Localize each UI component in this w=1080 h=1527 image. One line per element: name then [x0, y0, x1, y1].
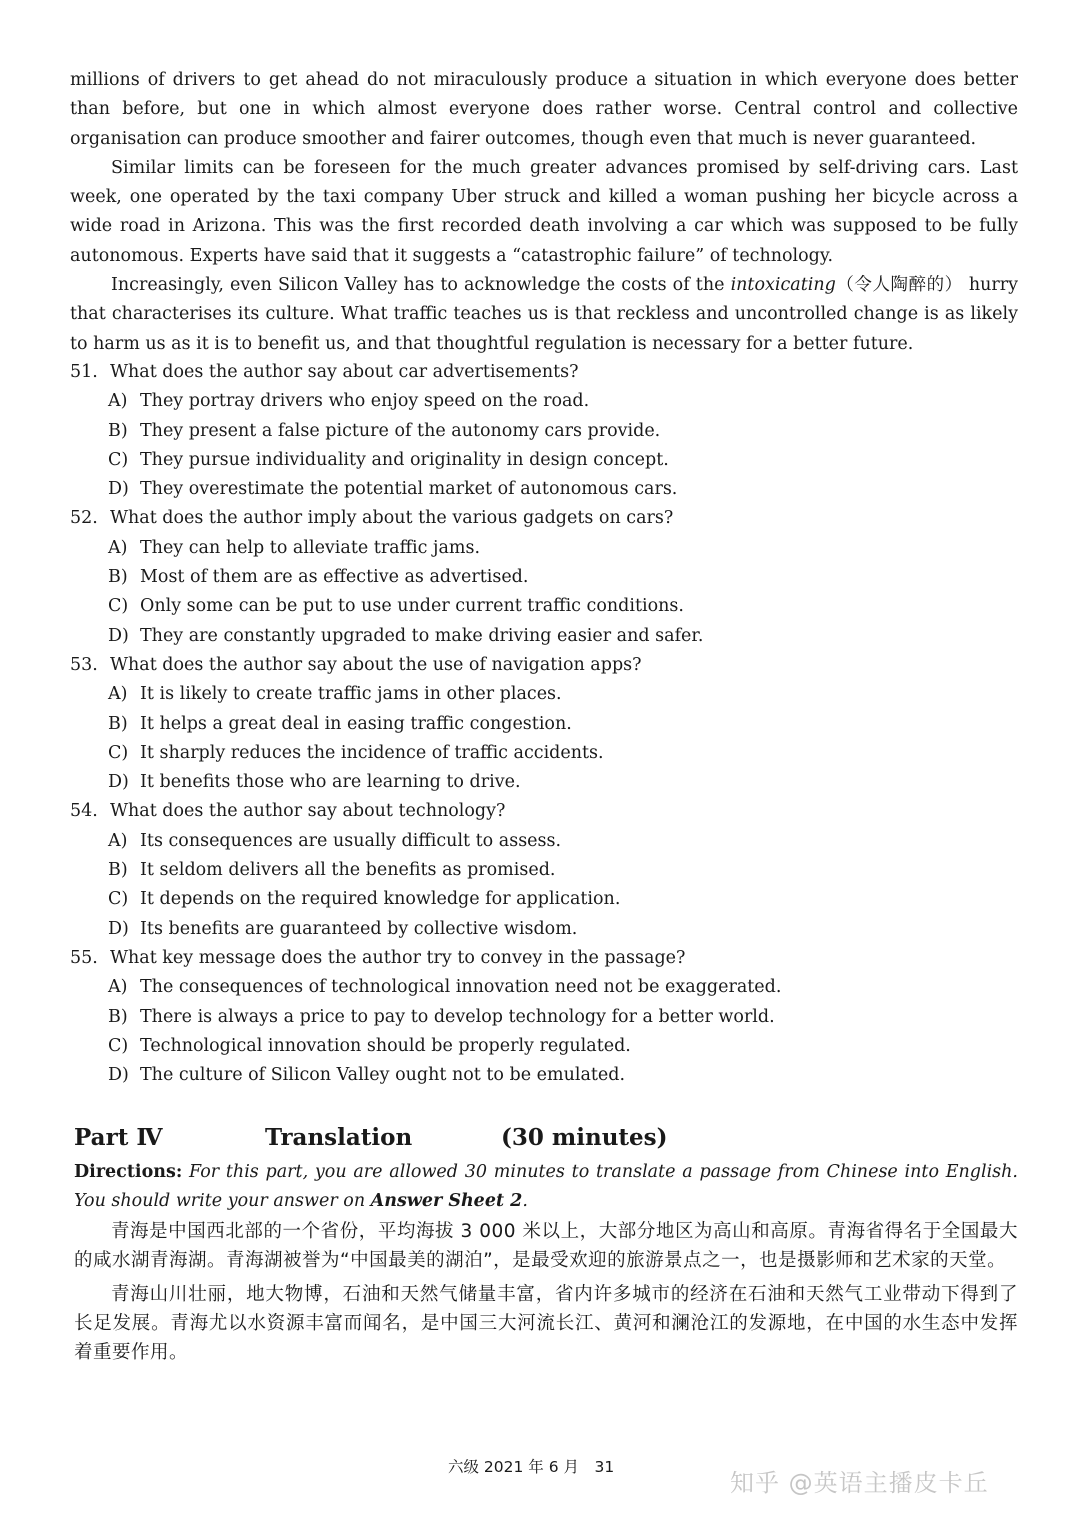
question-52: [70, 504, 1018, 650]
option-d: D) Its benefits are guaranteed by collective wisdom.: [108, 918, 578, 939]
question-text: What does the author imply about the various gadgets on cars?: [110, 508, 674, 529]
question-stem: [70, 944, 1018, 973]
part-time: (30 minutes): [501, 1124, 668, 1151]
part-header: [74, 1120, 1018, 1156]
option-b: B) There is always a price to pay to develop technology for a better world.: [108, 1006, 775, 1027]
option-a: A) The consequences of technological innovation need not be exaggerated.: [108, 977, 782, 998]
directions-text: For this part, you are allowed 30 minutes to translate a passage from Chinese into English. You should write your answer on: [74, 1162, 1018, 1212]
option-a: A) Its consequences are usually difficult to assess.: [108, 830, 562, 851]
option-b: B) It seldom delivers all the benefits as promised.: [108, 860, 556, 881]
part-title: Translation: [265, 1124, 413, 1151]
option-d: D) It benefits those who are learning to drive.: [108, 772, 521, 793]
question-text: What does the author say about technology?: [110, 801, 506, 822]
option-c: C) Technological innovation should be properly regulated.: [108, 1035, 631, 1056]
answer-sheet-ref: Answer Sheet 2: [370, 1191, 523, 1212]
option-d: D) They overestimate the potential market of autonomous cars.: [108, 479, 678, 500]
question-54: [70, 797, 1018, 943]
passage-p3-italic-word: intoxicating: [730, 275, 836, 296]
page-footer: 六级 2021 年 6 月 31: [448, 1458, 615, 1476]
question-51: [70, 358, 1018, 504]
directions-label: Directions:: [74, 1162, 183, 1182]
passage-paragraph-2: Similar limits can be foreseen for the much greater advances promised by self-driving cars. Last week, one operated by the taxi company Uber struck and killed a woman pushing her bicycle across a wide road in Arizona. This was the first recorded death involving a car which was supposed to be fully autonomous. Experts have said that it suggests a “catastrophic failure” of technology.: [70, 157, 1018, 266]
option-c: C) Only some can be put to use under current traffic conditions.: [108, 596, 684, 617]
option-c: C) It depends on the required knowledge for application.: [108, 889, 621, 910]
option-a: A) It is likely to create traffic jams in other places.: [108, 684, 562, 705]
passage-paragraph-1: millions of drivers to get ahead do not miraculously produce a situation in which everyone does better than before, but one in which almost everyone does rather worse. Central control and collective organisation can produce smoother and fairer outcomes, though even that much is never guaranteed.: [70, 70, 1018, 149]
question-stem: [70, 358, 1018, 387]
question-number: 52.: [70, 508, 98, 529]
question-text: What does the author say about car advertisements?: [110, 362, 579, 382]
question-stem: [70, 504, 1018, 533]
option-c: C) They pursue individuality and originality in design concept.: [108, 449, 669, 470]
passage-paragraph-3: [70, 271, 1018, 359]
option-a: A) They portray drivers who enjoy speed on the road.: [108, 391, 590, 412]
chinese-paragraph-2: 青海山川壮丽，地大物博，石油和天然气储量丰富，省内许多城市的经济在石油和天然气工业带动下得到了长足发展。青海尤以水资源丰富而闻名，是中国三大河流长江、黄河和澜沧江的发源地，在中国的水生态中发挥着重要作用。: [74, 1283, 1018, 1364]
option-d: D) They are constantly upgraded to make driving easier and safer.: [108, 625, 704, 646]
question-number: 54.: [70, 801, 98, 822]
option-b: B) It helps a great deal in easing traffic congestion.: [108, 713, 572, 734]
option-c: C) It sharply reduces the incidence of traffic accidents.: [108, 742, 604, 763]
question-stem: [70, 797, 1018, 826]
question-stem: [70, 651, 1018, 680]
question-text: What does the author say about the use of navigation apps?: [110, 654, 642, 675]
passage-p3-gloss: （令人陶醉的）: [835, 275, 963, 296]
reading-passage: [70, 66, 1018, 359]
passage-p3-start: Increasingly, even Silicon Valley has to acknowledge the costs of the: [111, 275, 731, 296]
directions: Directions: For this part, you are allowed 30 minutes to translate a passage from Chinese into English. You should write your answer on Answer Sheet 2.: [74, 1162, 1018, 1212]
question-number: 53.: [70, 654, 98, 675]
question-55: [70, 944, 1018, 1090]
question-number: 55.: [70, 947, 98, 968]
chinese-paragraph-1: 青海是中国西北部的一个省份，平均海拔 3 000 米以上，大部分地区为高山和高原。青海省得名于全国最大的咸水湖青海湖。青海湖被誉为“中国最美的湖泊”，是最受欢迎的旅游景点之一，也是摄影师和艺术家的天堂。: [74, 1221, 1018, 1272]
option-a: A) They can help to alleviate traffic jams.: [108, 537, 481, 558]
question-53: [70, 651, 1018, 797]
watermark: 知乎 @英语主播皮卡丘: [730, 1469, 989, 1497]
question-text: What key message does the author try to convey in the passage?: [110, 947, 686, 968]
question-list: [70, 358, 1018, 1090]
option-b: B) They present a false picture of the autonomy cars provide.: [108, 420, 661, 441]
part-label: Part Ⅳ: [74, 1124, 163, 1151]
passage-p3-end: hurry that characterises its culture. What traffic teaches us is that reckless and uncontrolled change is as likely to harm us as it is to benefit us, and that thoughtful regulation is necessary for a better future.: [70, 275, 1018, 354]
chinese-passage: [74, 1217, 1018, 1367]
option-b: B) Most of them are as effective as advertised.: [108, 567, 529, 588]
option-d: D) The culture of Silicon Valley ought not to be emulated.: [108, 1065, 626, 1086]
question-number: 51.: [70, 362, 98, 382]
